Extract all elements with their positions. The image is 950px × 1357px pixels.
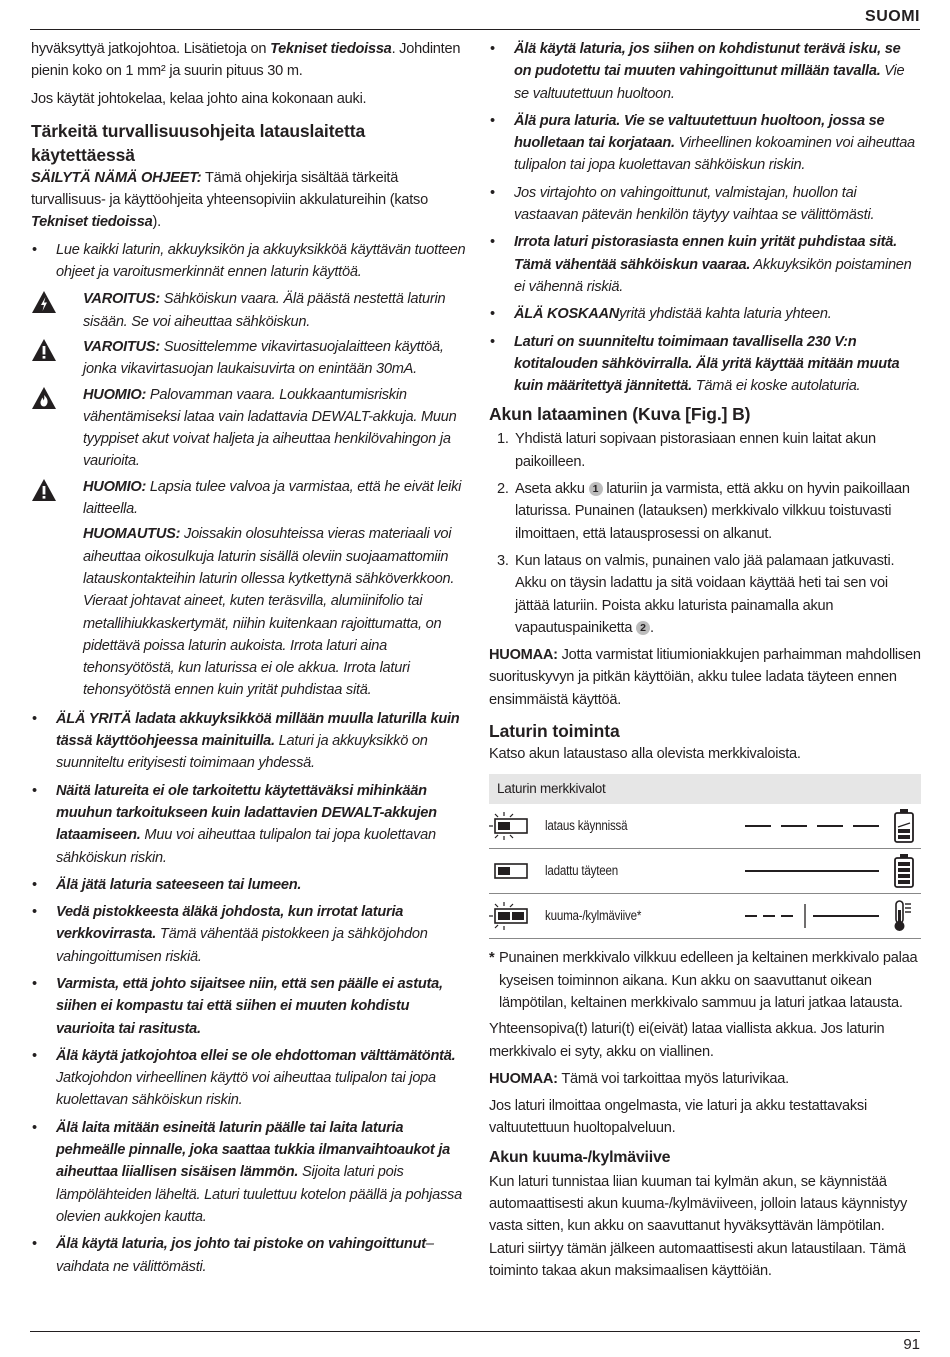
battery-charging-icon [893, 808, 915, 844]
callout-badge: 2 [636, 621, 650, 635]
save-instructions: SÄILYTÄ NÄMÄ OHJEET: Tämä ohjekirja sisältää tärkeitä turvallisuus- ja käyttöohjeita yhteensopiviin akkulatureihin (katso Tekniset tiedoissa). [31, 169, 428, 231]
delay-pattern [745, 902, 879, 930]
callout-badge: 1 [589, 482, 603, 496]
list-item: • Älä käytä jatkojohtoa ellei se ole ehdottoman välttämätöntä. Jatkojohdon virheellinen käyttö voi aiheuttaa tulipalon tai jopa kuolettavan sähköiskun riskin. [31, 1045, 468, 1112]
list-item: • Vedä pistokkeesta äläkä johdosta, kun irrotat laturia verkkovirrasta. Tämä vähentää pistokkeen ja sähköjohdon vahingoittumisen riskiä. [31, 901, 468, 968]
list-item: • Irrota laturi pistorasiasta ennen kuin yrität puhdistaa sitä. Tämä vähentää sähköiskun vaaraa. Akkuyksikön poistaminen ei vähennä riskiä. [489, 231, 921, 298]
list-item: • Älä käytä laturia, jos johto tai pistoke on vahingoittunut– vaihdata ne välittömästi. [31, 1233, 468, 1278]
charging-note: HUOMAA: Jotta varmistat litiumioniakkujen parhaimman mahdollisen suorituskyvyn ja pitkän käyttöiän, akku tulee ladata täyteen ennen ensimmäistä käyttöä. [489, 647, 921, 708]
cord-reel-text: Jos käytät johtokelaa, kelaa johto aina kokonaan auki. [31, 90, 367, 107]
list-item: • Älä jätä laturia sateeseen tai lumeen. [31, 874, 468, 896]
warning-rcd: VAROITUS: Suosittelemme vikavirtasuojalaitteen käyttöä, jonka vikavirtasuojan laukaisuvirta on enintään 30mA. [31, 336, 468, 381]
list-item: • Älä pura laturia. Vie se valtuutettuun huoltoon, jossa se huolletaan tai korjataan. Virheellinen kokoaminen voi aiheuttaa tulipalon tai jopa kuolettavan sähköiskun riskin. [489, 110, 921, 177]
blinking-led-icon [489, 810, 533, 842]
safety-heading: Tärkeitä turvallisuusohjeita latauslaitetta käytettäessä [31, 120, 366, 165]
indicator-footnote: * Punainen merkkivalo vilkkuu edelleen ja keltainen merkkivalo palaa kyseisen toiminnon aikana. Kun akku on saavuttanut oikean lämpötilan, keltainen merkkivalo sammuu ja laturi jatkaa latausta. [489, 950, 918, 1011]
read-all-item: • Lue kaikki laturin, akkuyksikön ja akkuyksikköä käyttävän tuotteen ohjeet ja varoitusmerkinnät ennen laturin käyttöä. [31, 239, 468, 284]
operation-intro: Katso akun lataustaso alla olevista merkkivaloista. [489, 746, 801, 763]
indicator-label: ladattu täyteen [545, 863, 618, 879]
list-item: • Varmista, että johto sijaitsee niin, että sen päälle ei astuta, siihen ei kompastu tai että siihen ei muuten kohdistu vaurioita tai rasitusta. [31, 973, 468, 1040]
warning-triangle-icon [31, 338, 57, 362]
charger-fault-note: HUOMAA: Tämä voi tarkoittaa myös laturivikaa. [489, 1070, 789, 1087]
delay-heading: Akun kuuma-/kylmäviive [489, 1148, 671, 1166]
dual-led-icon [489, 900, 533, 932]
indicator-label: kuuma-/kylmäviive* [545, 908, 642, 924]
read-all-list [31, 239, 468, 284]
battery-thermometer-icon [893, 898, 915, 934]
step-item: 2. Aseta akku 1 laturiin ja varmista, että akku on hyvin paikoillaan laturissa. Punainen (latauksen) merkkivalo vilkkuu toistuvasti ilmoittaen, että latausprosessi on alkanut. [497, 481, 910, 542]
step-item: 1. Yhdistä laturi sopivaan pistorasiaan ennen kuin laitat akun paikoilleen. [497, 431, 876, 470]
page-number: 91 [903, 1336, 920, 1353]
footer-divider [30, 1331, 920, 1332]
operation-heading: Laturin toiminta [489, 721, 620, 742]
step-item: 3. Kun lataus on valmis, punainen valo jää palamaan jatkuvasti. Akku on täysin ladattu ja sitä voidaan käyttää heti tai sen voi jättää laturiin. Poista akku laturista painamalla akun vapautuspainiketta 2 . [497, 552, 895, 636]
solid-pattern [745, 857, 879, 885]
indicator-label: lataus käynnissä [545, 818, 628, 834]
left-column [31, 38, 468, 1283]
charging-heading: Akun lataaminen (Kuva [Fig.] B) [489, 404, 751, 425]
foreign-material-notice: HUOMAUTUS: Joissakin olosuhteissa vieras materiaali voi aiheuttaa oikosulkuja laturin sisällä oleviin suojaamattomiin latauskontakteihin laturin ollessa kytkettynä sähköverkkoon. Vieraat johtavat aineet, kuten teräsvilla, alumiinifolio tai metallihiukkaskertymät, niihin kuitenkaan rajoittumatta, on pidettävä poissa laturin aukoista. Irrota laturi aina tehonsyötöstä, kun laturissa ei ole akkua. Irrota laturi tehonsyötöstä ennen kuin yrität puhdistaa sitä. [83, 526, 455, 699]
battery-full-icon [893, 853, 915, 889]
list-item: • Laturi on suunniteltu toimimaan tavallisella 230 V:n kotitalouden sähkövirralla. Älä yritä käyttää mitään muuta kuin määritettyä jännitettä. Tämä ei koske autolaturia. [489, 331, 921, 398]
delay-text: Kun laturi tunnistaa liian kuuman tai kylmän akun, se käynnistää automaattisesti akun kuuma-/kylmäviiveen, jolloin lataus käynnistyy vasta sitten, kun akku on saavuttanut hyväksyttävän lämpötilan. Laturi siirtyy tämän jälkeen automaattisesti akun lataustilaan. Tämä toiminto takaa akun maksimaalisen käyttöiän. [489, 1173, 908, 1279]
list-item: • Jos virtajohto on vahingoittunut, valmistajan, huollon tai vastaavan pätevän henkilön täytyy vaihtaa se välittömästi. [489, 182, 921, 227]
right-column [489, 38, 921, 1287]
electric-shock-warning-icon [31, 290, 57, 314]
list-item: • Älä laita mitään esineitä laturin päälle tai laita laturia pehmeälle pinnalle, joka saattaa tukkia ilmanvaihtoaukot ja aiheuttaa liiallisen sisäisen lämmön. Sijoita laturi pois lämpölähteiden läheltä. Laturi tuulettuu kotelon päällä ja pohjassa olevien aukkojen kautta. [31, 1117, 468, 1228]
service-text: Jos laturi ilmoittaa ongelmasta, vie laturi ja akku testattavaksi valtuutettuun huoltopalveluun. [489, 1098, 867, 1137]
caution-burn: HUOMIO: Palovamman vaara. Loukkaantumisriskin vähentämiseksi lataa vain ladattavia DEWALT-akkuja. Muun tyyppiset akut voivat haljeta ja aiheuttaa henkilövahingon ja vaurioita. [31, 384, 468, 473]
indicator-table [489, 774, 921, 939]
steady-led-icon [489, 855, 533, 887]
indicator-row-full [489, 849, 921, 894]
caution-children: HUOMIO: Lapsia tulee valvoa ja varmistaa, että he eivät leiki laitteella. [31, 476, 468, 521]
fire-warning-icon [31, 386, 57, 410]
defective-battery-text: Yhteensopiva(t) laturi(t) ei(eivät) lataa viallista akkua. Jos laturin merkkivalo ei syty, akku on viallinen. [489, 1021, 885, 1060]
list-item: • ÄLÄ KOSKAANyritä yhdistää kahta laturia yhteen. [489, 303, 921, 325]
charging-steps [489, 428, 921, 639]
left-safety-list [31, 708, 468, 1278]
indicator-table-title: Laturin merkkivalot [489, 774, 921, 804]
warning-electric-shock: VAROITUS: Sähköiskun vaara. Älä päästä nestettä laturin sisään. Se voi aiheuttaa sähköiskun. [31, 288, 468, 333]
indicator-row-charging [489, 804, 921, 849]
indicator-row-delay [489, 894, 921, 939]
language-header: SUOMI [865, 8, 920, 25]
header-divider [30, 29, 920, 30]
list-item: • ÄLÄ YRITÄ ladata akkuyksikköä millään muulla laturilla kuin tässä käyttöohjeessa mainituilla. Laturi ja akkuyksikkö on suunniteltu erityisesti toimimaan yhdessä. [31, 708, 468, 775]
warning-triangle-icon [31, 478, 57, 502]
list-item: • Älä käytä laturia, jos siihen on kohdistunut terävä isku, se on pudotettu tai muuten vahingoittunut millään tavalla. Vie se valtuutettuun huoltoon. [489, 38, 921, 105]
list-item: • Näitä latureita ei ole tarkoitettu käytettäväksi mihinkään muuhun tarkoitukseen kuin ladattavien DEWALT-akkujen lataamiseen. Muu voi aiheuttaa tulipalon tai jopa kuolettavan sähköiskun riskin. [31, 780, 468, 869]
extension-cord-text: hyväksyttyä jatkojohtoa. Lisätietoja on Tekniset tiedoissa. Johdinten pienin koko on 1 mm² ja suurin pituus 30 m. [31, 41, 461, 80]
right-safety-list [489, 38, 921, 397]
blink-pattern [745, 812, 879, 840]
